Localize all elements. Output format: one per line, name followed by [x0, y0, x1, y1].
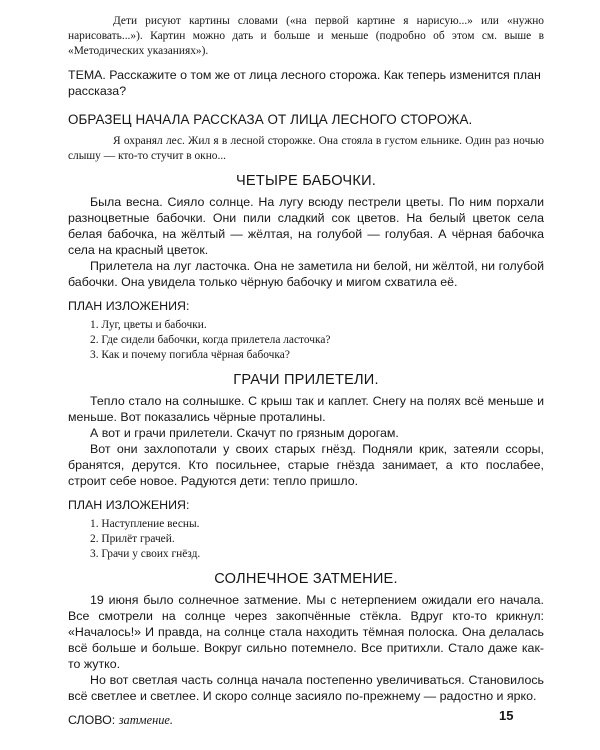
- story-paragraph: Вот они захлопотали у своих старых гнёзд. Подняли крик, затеяли ссоры, бранятся, дерутся. Кто посильнее, старые гнёзда занимает, а кто послабее, строит себе новое. Радуются дети: тепло пришло.: [68, 442, 544, 488]
- story-title: ЧЕТЫРЕ БАБОЧКИ.: [235, 173, 377, 189]
- plan-heading: ПЛАН ИЗЛОЖЕНИЯ:: [68, 498, 190, 512]
- plan-heading: ПЛАН ИЗЛОЖЕНИЯ:: [68, 299, 190, 313]
- plan-list: [68, 318, 544, 363]
- story-solar-eclipse: [68, 570, 544, 704]
- story-paragraph: Была весна. Сияло солнце. На лугу всюду пестрели цветы. По ним порхали разноцветные бабочки. Они пили сладкий сок цветов. На белый цветок села белая бабочка, на жёлтый — жёлтая, на голубой — голубая. А чёрная бабочка села на красный цветок.: [68, 195, 544, 257]
- page-content: [68, 14, 544, 728]
- page-number: 15: [499, 708, 514, 723]
- plan-item: 2. Прилёт грачей.: [90, 533, 175, 545]
- intro-paragraph: Дети рисуют картины словами («на первой картине я нарисую...» или «нужно нарисовать...»). Картин можно дать и больше и меньше (подробно об этом см. выше в «Методических указаниях»).: [68, 15, 544, 57]
- story-text: [68, 592, 544, 704]
- story-title: ГРАЧИ ПРИЛЕТЕЛИ.: [233, 372, 379, 388]
- theme-paragraph: ТЕМА. Расскажите о том же от лица лесного сторожа. Как теперь изменится план рассказа?: [68, 68, 541, 98]
- plan-item: 1. Наступление весны.: [90, 518, 200, 530]
- vocabulary-word: [68, 712, 544, 728]
- plan-item: 3. Как и почему погибла чёрная бабочка?: [90, 349, 290, 361]
- story-text: [68, 393, 544, 489]
- story-paragraph: Но вот светлая часть солнца начала постепенно увеличиваться. Становилось всё светлее и светлее. И скоро солнце засияло по-прежнему — радостно и ярко.: [68, 673, 544, 703]
- plan-item: 3. Грачи у своих гнёзд.: [90, 548, 201, 560]
- story-four-butterflies: [68, 172, 544, 363]
- sample-heading: ОБРАЗЕЦ НАЧАЛА РАССКАЗА ОТ ЛИЦА ЛЕСНОГО СТОРОЖА.: [68, 112, 473, 127]
- story-title: СОЛНЕЧНОЕ ЗАТМЕНИЕ.: [214, 571, 398, 587]
- story-paragraph: 19 июня было солнечное затмение. Мы с нетерпением ожидали его начала. Все смотрели на солнце через закопчённые стёкла. Вдруг кто-то крикнул: «Началось!» И правда, на солнце стала находить тёмная полоска. Она делалась всё больше и больше. Вокруг сильно потемнело. Все притихли. Стало даже как-то жутко.: [68, 593, 544, 671]
- story-text: [68, 194, 544, 290]
- story-rooks-arrived: [68, 371, 544, 562]
- story-paragraph: Прилетела на луг ласточка. Она не заметила ни белой, ни жёлтой, ни голубой бабочки. Она увидела только чёрную бабочку и мигом схватила её.: [68, 259, 544, 289]
- story-paragraph: Тепло стало на солнышке. С крыш так и каплет. Снегу на полях всё меньше и меньше. Вот показались чёрные проталины.: [68, 394, 544, 424]
- plan-list: [68, 517, 544, 562]
- story-paragraph: А вот и грачи прилетели. Скачут по грязным дорогам.: [90, 426, 399, 440]
- plan-item: 2. Где сидели бабочки, когда прилетела ласточка?: [90, 334, 331, 346]
- word-value: затмение.: [118, 713, 174, 727]
- plan-item: 1. Луг, цветы и бабочки.: [90, 319, 207, 331]
- word-label: СЛОВО:: [68, 713, 116, 727]
- sample-text: Я охранял лес. Жил я в лесной сторожке. Она стояла в густом ельнике. Один раз ночью слышу — кто-то стучит в окно...: [68, 135, 544, 162]
